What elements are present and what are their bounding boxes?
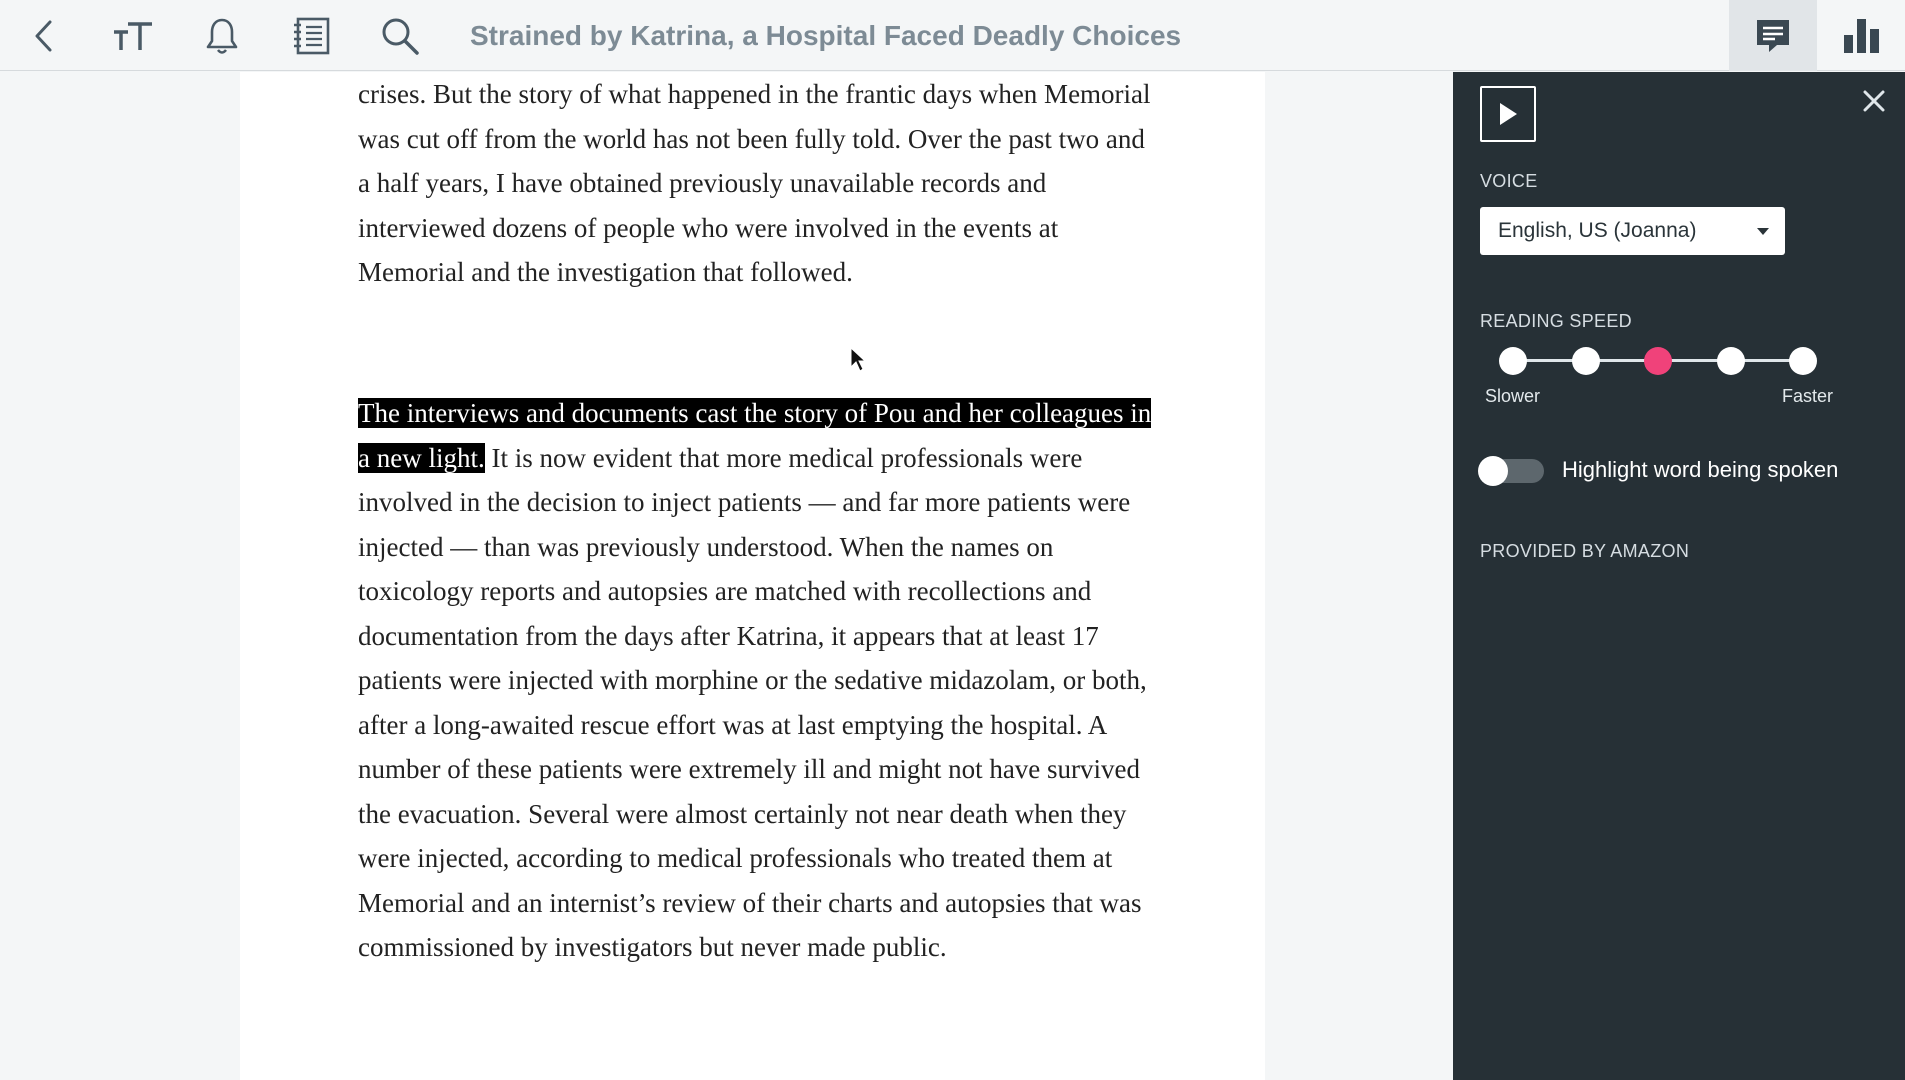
text-size-icon (112, 20, 154, 52)
speed-min-label: Slower (1485, 386, 1541, 406)
speed-stop-2[interactable] (1572, 347, 1600, 375)
top-toolbar (0, 0, 1905, 71)
article-page (240, 72, 1265, 1080)
listen-button[interactable] (1729, 0, 1817, 71)
listen-panel (1453, 72, 1905, 1080)
speed-stop-4[interactable] (1717, 347, 1745, 375)
play-button[interactable] (1480, 86, 1536, 142)
paragraph-text: It is now evident that more medical professionals were involved in the decision to inject patients — and far more patients were injected — than was previously understood. When the names on toxicology reports and autopsies are matched with recollections and documentation from the days after Katrina, it appears that at least 17 patients were injected with morphine or the sedative midazolam, or both, after a long-awaited rescue effort was at last emptying the hospital. A number of these patients were extremely ill and might not have survived the evacuation. Several were almost certainly not near death when they were injected, according to medical professionals who treated them at Memorial and an internist’s review of their charts and autopsies that was commissioned by investigators but never made public. (358, 442, 1147, 962)
notifications-button[interactable] (200, 0, 244, 71)
text-size-button[interactable] (108, 0, 158, 71)
voice-label: VOICE (1480, 171, 1538, 191)
back-icon (32, 18, 56, 54)
article-paragraph-highlighted (358, 391, 1158, 970)
listen-icon (1753, 17, 1793, 55)
back-button[interactable] (20, 0, 68, 71)
stats-icon (1842, 17, 1882, 55)
highlight-word-label: Highlight word being spoken (1562, 457, 1839, 482)
mouse-cursor-icon (850, 347, 866, 373)
speed-stop-1[interactable] (1499, 347, 1527, 375)
voice-value: English, US (Joanna) (1498, 219, 1697, 242)
provider-label: PROVIDED BY AMAZON (1480, 541, 1690, 561)
close-panel-button[interactable] (1857, 84, 1891, 118)
article-paragraph: crises. But the story of what happened in the frantic days when Memorial was cut off from the world has not been fully told. Over the past two and a half years, I have obtained previously unavailable records and interviewed dozens of people who were involved in the events at Memorial and the investigation that followed. (358, 79, 1151, 287)
caret-down-icon (1757, 228, 1769, 235)
highlighted-sentence[interactable]: The interviews and documents cast the story of Pou and her colleagues in a new light. (358, 398, 1152, 473)
search-icon (380, 16, 420, 56)
bell-icon (205, 17, 239, 55)
highlight-word-toggle[interactable] (1480, 459, 1544, 483)
stats-button[interactable] (1838, 0, 1886, 71)
speed-stop-3[interactable] (1644, 347, 1672, 375)
notes-button[interactable] (288, 0, 336, 71)
search-button[interactable] (377, 0, 423, 71)
close-icon (1863, 90, 1885, 112)
article-title: Strained by Katrina, a Hospital Faced Deadly Choices (470, 20, 1182, 51)
voice-select[interactable] (1480, 207, 1785, 255)
speed-stop-5[interactable] (1789, 347, 1817, 375)
speed-max-label: Faster (1782, 386, 1834, 406)
notebook-icon (292, 16, 332, 56)
toggle-knob (1478, 456, 1508, 486)
play-icon (1497, 101, 1519, 127)
reading-speed-label: READING SPEED (1480, 311, 1632, 331)
